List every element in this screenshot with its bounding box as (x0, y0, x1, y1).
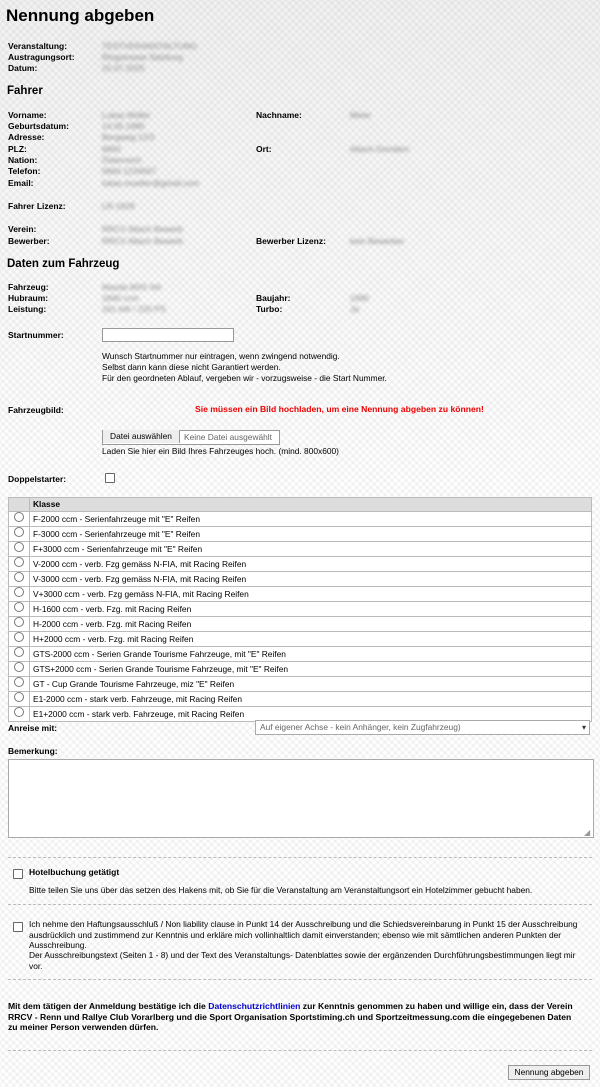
leistung-label: Leistung: (8, 304, 47, 314)
hotel-text: Bitte teilen Sie uns über das setzen des Hakens mit, ob Sie für die Veranstaltung am Veranstaltungsort ein Hotelzimmer gebucht haben. (29, 885, 533, 895)
fahrzeug-value: Mazda MX5 NA (102, 282, 162, 292)
klasse-radio[interactable] (14, 527, 24, 537)
klasse-radio[interactable] (14, 647, 24, 657)
email-value: lukas.mueller@gmail.com (102, 178, 200, 188)
klasse-radio[interactable] (14, 587, 24, 597)
klasse-option-label: V-3000 ccm - verb. Fzg gemäss N-FIA, mit Racing Reifen (30, 572, 592, 587)
datenschutz-text (8, 1001, 583, 1033)
klasse-radio-cell[interactable] (9, 557, 30, 572)
anreise-selected: Auf eigener Achse - kein Anhänger, kein Zugfahrzeug) (260, 722, 461, 732)
klasse-option-label: GTS-2000 ccm - Serien Grande Tourisme Fahrzeuge, mit "E" Reifen (30, 647, 592, 662)
ort-label: Ort: (256, 144, 272, 154)
email-label: Email: (8, 178, 34, 188)
klasse-option-label: H-2000 ccm - verb. Fzg. mit Racing Reifen (30, 617, 592, 632)
verein-label: Verein: (8, 224, 37, 234)
klasse-header: Klasse (30, 498, 592, 512)
klasse-radio-cell[interactable] (9, 677, 30, 692)
page-title: Nennung abgeben (6, 6, 155, 25)
klasse-radio-cell[interactable] (9, 572, 30, 587)
nation-value: Österreich (102, 155, 142, 165)
fahrer-heading: Fahrer (7, 85, 43, 97)
hotel-checkbox[interactable] (13, 869, 23, 879)
divider (8, 1050, 592, 1051)
veranstaltung-value: TESTVERANSTALTUNG (102, 41, 198, 51)
geburtsdatum-label: Geburtsdatum: (8, 121, 69, 131)
file-choose-button[interactable]: Datei auswählen (103, 430, 180, 443)
klasse-row[interactable] (9, 632, 592, 647)
klasse-row[interactable] (9, 602, 592, 617)
vorname-value: Lukas Müller (102, 110, 151, 120)
klasse-row[interactable] (9, 527, 592, 542)
klasse-row[interactable] (9, 692, 592, 707)
datum-value: 15.07.2025 (102, 63, 145, 73)
klasse-radio[interactable] (14, 542, 24, 552)
divider (8, 857, 592, 858)
plz-value: 6850 (102, 144, 121, 154)
klasse-radio-cell[interactable] (9, 542, 30, 557)
verein-value: RRCV Altach Bewerb (102, 224, 183, 234)
ort-value: Altach-Dornbirn (350, 144, 410, 154)
klasse-radio-cell[interactable] (9, 707, 30, 722)
turbo-label: Turbo: (256, 304, 283, 314)
upload-warning: Sie müssen ein Bild hochladen, um eine Nennung abgeben zu können! (195, 404, 484, 414)
klasse-option-label: GT - Cup Grande Tourisme Fahrzeuge, miz "E" Reifen (30, 677, 592, 692)
fahrzeug-heading: Daten zum Fahrzeug (7, 258, 120, 270)
klasse-option-label: V-2000 ccm - verb. Fzg gemäss N-FIA, mit Racing Reifen (30, 557, 592, 572)
bewerber-lizenz-label: Bewerber Lizenz: (256, 236, 326, 246)
hubraum-value: 1840 ccm (102, 293, 139, 303)
klasse-row[interactable] (9, 542, 592, 557)
nachname-label: Nachname: (256, 110, 302, 120)
klasse-option-label: F-3000 ccm - Serienfahrzeuge mit "E" Reifen (30, 527, 592, 542)
fahrer-lizenz-label: Fahrer Lizenz: (8, 201, 66, 211)
doppelstarter-checkbox[interactable] (105, 473, 115, 483)
hotel-label: Hotelbuchung getätigt (29, 867, 120, 877)
turbo-value: Ja (350, 304, 359, 314)
resize-handle-icon[interactable]: ◢ (584, 828, 591, 837)
klasse-table (8, 497, 592, 722)
datenschutz-post: zur Kenntnis genommen zu haben und willige ein, dass der Verein RRCV - Renn und Rallye Club Vorarlberg und die Sport Organisation Sportstiming.ch und Sportzeitmessung.com die eingegebenen Daten zu meiner Person verwenden dürfen. (8, 1001, 573, 1033)
hubraum-label: Hubraum: (8, 293, 49, 303)
upload-hint: Laden Sie hier ein Bild Ihres Fahrzeuges hoch. (mind. 800x600) (102, 446, 339, 456)
klasse-radio-cell[interactable] (9, 662, 30, 677)
geburtsdatum-value: 14.05.1985 (102, 121, 145, 131)
startnummer-note-2: Selbst dann kann diese nicht Garantiert werden. (102, 362, 281, 372)
klasse-radio[interactable] (14, 557, 24, 567)
nation-label: Nation: (8, 155, 38, 165)
nachname-value: Meier (350, 110, 372, 120)
klasse-option-label: F-2000 ccm - Serienfahrzeuge mit "E" Reifen (30, 512, 592, 527)
vorname-label: Vorname: (8, 110, 47, 120)
baujahr-value: 1990 (350, 293, 369, 303)
klasse-radio[interactable] (14, 677, 24, 687)
chevron-down-icon: ▾ (581, 723, 586, 732)
doppelstarter-label: Doppelstarter: (8, 474, 67, 484)
klasse-row[interactable] (9, 587, 592, 602)
baujahr-label: Baujahr: (256, 293, 291, 303)
telefon-label: Telefon: (8, 166, 41, 176)
startnummer-note-3: Für den geordneten Ablauf, vergeben wir - vorzugsweise - die Start Nummer. (102, 373, 387, 383)
divider (8, 979, 592, 980)
fahrer-lizenz-value: LR-1828 (102, 201, 135, 211)
haftung-text-1: Ich nehme den Haftungsausschluß / Non liability clause in Punkt 14 der Ausschreibung und die Schiedsvereinbarung in Punkt 15 der Ausschreibung ausdrücklich und zustimmend zur Kenntnis und erkläre mich vollinhaltlich damit einverstanden; ebenso wie mit sämtlichen anderen Punkten der Ausschreibung. (29, 919, 578, 950)
klasse-radio-cell[interactable] (9, 527, 30, 542)
anreise-select[interactable] (255, 720, 590, 735)
klasse-options (9, 512, 592, 722)
klasse-radio-cell[interactable] (9, 632, 30, 647)
plz-label: PLZ: (8, 144, 27, 154)
klasse-radio[interactable] (14, 602, 24, 612)
leistung-value: 161 kW / 220 PS (102, 304, 166, 314)
klasse-row[interactable] (9, 512, 592, 527)
datenschutz-pre: Mit dem tätigen der Anmeldung bestätige ich die (8, 1001, 209, 1011)
file-upload-field[interactable] (102, 430, 280, 445)
adresse-value: Bergweg 12/3 (102, 132, 155, 142)
haftung-checkbox[interactable] (13, 922, 23, 932)
klasse-header-radio-col (9, 498, 30, 512)
klasse-radio[interactable] (14, 692, 24, 702)
klasse-radio-cell[interactable] (9, 692, 30, 707)
klasse-row[interactable] (9, 647, 592, 662)
submit-button[interactable]: Nennung abgeben (508, 1065, 590, 1080)
haftung-text-2: Der Ausschreibungstext (Seiten 1 - 8) und der Text des Veranstaltungs- Datenblattes sowie der ergänzenden Durchführungsbestimmungen liegt mir vor. (29, 950, 576, 971)
austragungsort-label: Austragungsort: (8, 52, 75, 62)
bemerkung-label: Bemerkung: (8, 746, 58, 756)
austragungsort-value: Ringstrasse Salzburg (102, 52, 183, 62)
telefon-value: 0664 1234567 (102, 166, 157, 176)
bewerber-lizenz-value: kein Bewerber (350, 236, 405, 246)
bewerber-value: RRCV Altach Bewerb (102, 236, 183, 246)
veranstaltung-label: Veranstaltung: (8, 41, 68, 51)
klasse-radio-cell[interactable] (9, 587, 30, 602)
klasse-radio[interactable] (14, 632, 24, 642)
klasse-radio-cell[interactable] (9, 512, 30, 527)
klasse-option-label: GTS+2000 ccm - Serien Grande Tourisme Fahrzeuge, mit "E" Reifen (30, 662, 592, 677)
klasse-row[interactable] (9, 617, 592, 632)
bewerber-label: Bewerber: (8, 236, 50, 246)
anreise-label: Anreise mit: (8, 723, 58, 733)
klasse-radio[interactable] (14, 512, 24, 522)
klasse-option-label: V+3000 ccm - verb. Fzg gemäss N-FIA, mit Racing Reifen (30, 587, 592, 602)
startnummer-input[interactable] (102, 328, 234, 342)
klasse-radio-cell[interactable] (9, 617, 30, 632)
datum-label: Datum: (8, 63, 38, 73)
klasse-row[interactable] (9, 572, 592, 587)
divider (8, 904, 592, 905)
file-status: Keine Datei ausgewählt (184, 432, 272, 442)
fahrzeug-label: Fahrzeug: (8, 282, 49, 292)
klasse-row[interactable] (9, 557, 592, 572)
klasse-radio[interactable] (14, 707, 24, 717)
klasse-radio-cell[interactable] (9, 602, 30, 617)
startnummer-label: Startnummer: (8, 330, 64, 340)
klasse-row[interactable] (9, 662, 592, 677)
klasse-radio[interactable] (14, 572, 24, 582)
klasse-option-label: H-1600 ccm - verb. Fzg. mit Racing Reifen (30, 602, 592, 617)
klasse-option-label: E1+2000 ccm - stark verb. Fahrzeuge, mit Racing Reifen (30, 707, 592, 722)
klasse-option-label: H+2000 ccm - verb. Fzg. mit Racing Reifen (30, 632, 592, 647)
klasse-radio-cell[interactable] (9, 647, 30, 662)
datenschutz-link[interactable]: Datenschutzrichtlinien (208, 1001, 301, 1011)
klasse-row[interactable] (9, 677, 592, 692)
klasse-option-label: F+3000 ccm - Serienfahrzeuge mit "E" Reifen (30, 542, 592, 557)
klasse-radio[interactable] (14, 617, 24, 627)
startnummer-note-1: Wunsch Startnummer nur eintragen, wenn zwingend notwendig. (102, 351, 340, 361)
adresse-label: Adresse: (8, 132, 45, 142)
fahrzeugbild-label: Fahrzeugbild: (8, 405, 64, 415)
klasse-option-label: E1-2000 ccm - stark verb. Fahrzeuge, mit Racing Reifen (30, 692, 592, 707)
bemerkung-textarea[interactable] (8, 759, 594, 838)
klasse-radio[interactable] (14, 662, 24, 672)
